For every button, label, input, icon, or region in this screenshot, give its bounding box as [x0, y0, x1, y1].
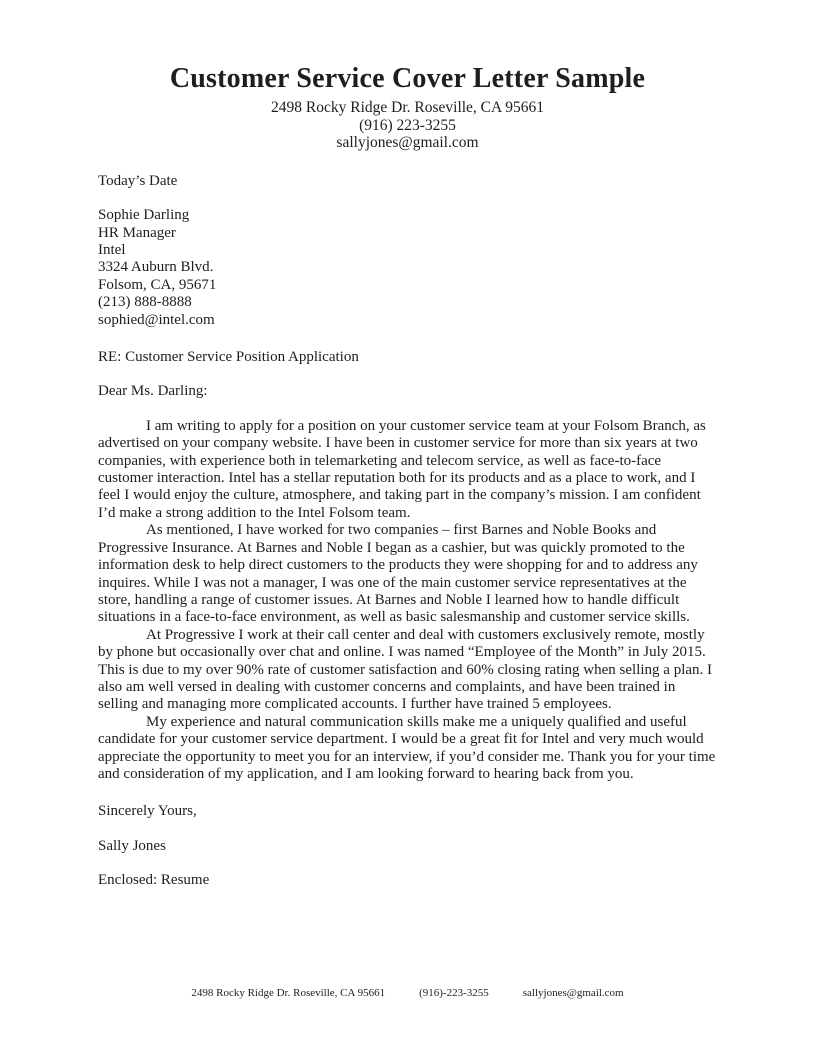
signature-name: Sally Jones — [98, 837, 166, 854]
recipient-job-title: HR Manager — [98, 224, 176, 241]
recipient-name: Sophie Darling — [98, 207, 190, 224]
recipient-street: 3324 Auburn Blvd. — [98, 259, 214, 276]
sender-contact-block — [98, 99, 717, 152]
footer-phone: (916)-223-3255 — [419, 987, 489, 999]
letter-footer — [0, 987, 815, 1000]
document-title: Customer Service Cover Letter Sample — [169, 63, 646, 94]
footer-email: sallyjones@gmail.com — [522, 987, 624, 999]
body-paragraph: At Progressive I work at their call center and deal with customers exclusively remote, mostly by phone but occasionally over chat and online. I was named “Employee of the Month” in July 2015. This is due to my over 90% rate of customer satisfaction and 60% closing rating when selling a plan. I also am well versed in dealing with customer concerns and complaints, and have been trained in selling and managing more complicated accounts. I further have trained 5 employees. — [98, 626, 713, 713]
sender-phone-line: (916) 223-3255 — [359, 116, 456, 134]
letter-body — [98, 173, 717, 890]
body-paragraph: My experience and natural communication skills make me a uniquely qualified and useful candidate for your customer service department. I would be a great fit for Intel and very much would appreciate the opportunity to meet you for an interview, if you’d consider me. Thank you for your time and consideration of my application, and I am looking forward to hearing back from you. — [98, 713, 716, 782]
body-paragraph: As mentioned, I have worked for two companies – first Barnes and Noble Books and Progressive Insurance. At Barnes and Noble I began as a cashier, but was quickly promoted to the information desk to help direct customers to the products they were shopping for and to address any inquires. While I was not a manager, I was one of the main customer service representatives at the store, handling a range of customer issues. At Barnes and Noble I learned how to handle difficult situations in a face-to-face environment, as well as basic salesmanship and customer service skills. — [98, 522, 698, 626]
valediction: Sincerely Yours, — [98, 803, 197, 820]
recipient-phone: (213) 888-8888 — [98, 294, 192, 311]
date-line: Today’s Date — [98, 172, 178, 189]
sender-email-line: sallyjones@gmail.com — [336, 134, 479, 152]
enclosure-line: Enclosed: Resume — [98, 872, 210, 889]
recipient-city-state-zip: Folsom, CA, 95671 — [98, 276, 217, 293]
letter-header — [98, 62, 717, 152]
sender-address-line: 2498 Rocky Ridge Dr. Roseville, CA 95661 — [271, 99, 544, 116]
salutation: Dear Ms. Darling: — [98, 383, 208, 400]
footer-address: 2498 Rocky Ridge Dr. Roseville, CA 95661 — [191, 987, 386, 999]
recipient-block — [98, 207, 717, 329]
paragraphs-block — [98, 418, 717, 784]
recipient-company: Intel — [98, 242, 126, 258]
subject-line: RE: Customer Service Position Application — [98, 349, 359, 366]
recipient-email: sophied@intel.com — [98, 311, 215, 328]
body-paragraph: I am writing to apply for a position on your customer service team at your Folsom Branch, as advertised on your company website. I have been in customer service for more than six years at two companies, with experience both in telemarketing and telecom service, as well as face-to-face customer interaction. Intel has a stellar reputation both for its products and as a place to work, and I feel I would enjoy the culture, atmosphere, and taking part in the company’s mission. I am confident I’d make a strong addition to the Intel Folsom team. — [98, 417, 706, 521]
